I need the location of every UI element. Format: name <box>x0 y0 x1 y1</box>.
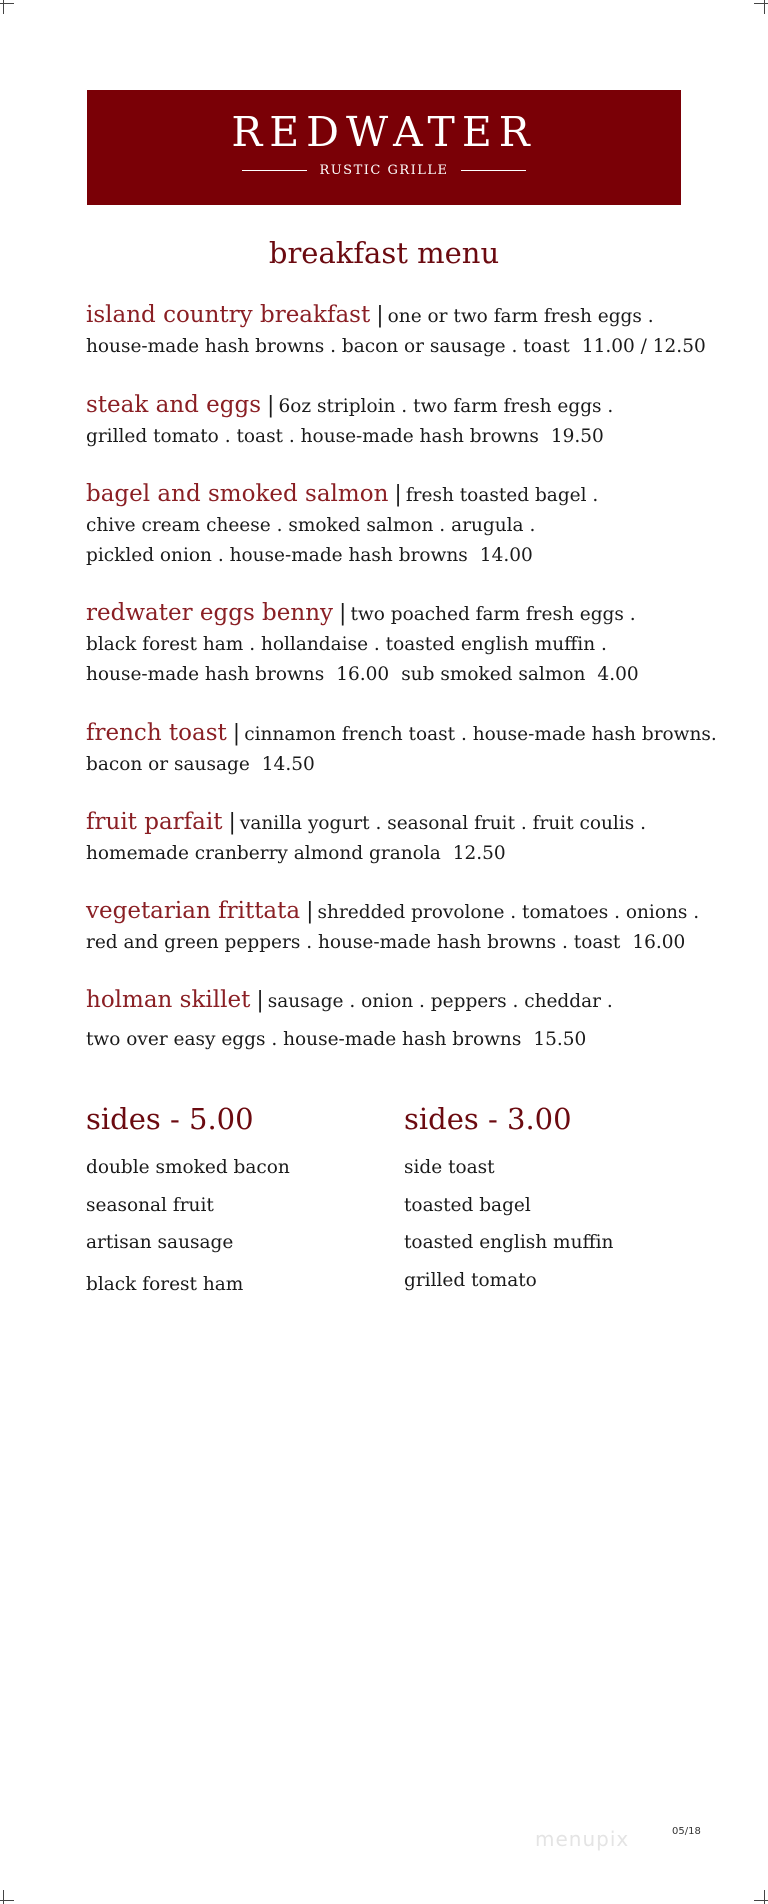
menu-item-line <box>86 807 746 839</box>
menu-title: breakfast menu <box>268 236 500 270</box>
menu-item-desc: shredded provolone . tomatoes . onions . <box>317 902 700 923</box>
sides-heading: sides - 5.00 <box>86 1102 254 1136</box>
menu-item-line <box>86 511 746 541</box>
menu-item-line <box>86 422 746 452</box>
date-code: 05/18 <box>672 1826 701 1837</box>
menu-item-fruit-parfait <box>86 807 746 869</box>
menu-item-vegetarian-frittata <box>86 896 746 958</box>
separator: | <box>394 482 402 507</box>
brand-subtitle: RUSTIC GRILLE <box>319 162 449 178</box>
brand-banner <box>87 90 681 205</box>
crop-mark <box>754 3 768 4</box>
crop-mark <box>764 1890 765 1904</box>
menu-item-island-country-breakfast <box>86 300 746 362</box>
crop-mark <box>3 1890 4 1904</box>
menu-item-desc: one or two farm fresh eggs . <box>387 306 654 327</box>
menu-item-desc: sausage . onion . peppers . cheddar . <box>267 991 613 1012</box>
side-item: toasted english muffin <box>404 1232 614 1253</box>
menu-item-line <box>86 541 746 571</box>
menu-item-desc: grilled tomato . toast . house-made hash browns <box>86 426 539 447</box>
menu-item-desc: two over easy eggs . house-made hash browns <box>86 1029 522 1050</box>
side-item: grilled tomato <box>404 1269 537 1291</box>
menu-item-name: bagel and smoked salmon <box>86 481 389 507</box>
menu-item-price: 14.50 <box>261 754 315 775</box>
brand-subtitle-row <box>87 160 681 180</box>
menu-item-line <box>86 630 746 660</box>
menu-item-steak-and-eggs <box>86 390 746 452</box>
side-item: seasonal fruit <box>86 1194 214 1216</box>
menu-item-extra: sub smoked salmon <box>401 664 586 685</box>
menu-item-line <box>86 300 746 332</box>
menu-item-price: 15.50 <box>533 1029 587 1050</box>
sides-column-5 <box>86 1097 290 1303</box>
menu-item-name: french toast <box>86 720 227 746</box>
menu-item-redwater-eggs-benny <box>86 598 746 690</box>
menu-item-line <box>86 750 746 780</box>
subtitle-rule-right <box>461 170 526 171</box>
menu-item-desc: pickled onion . house-made hash browns <box>86 545 468 566</box>
menu-item-name: redwater eggs benny <box>86 600 334 626</box>
menu-item-desc: chive cream cheese . smoked salmon . arugula . <box>86 515 536 536</box>
separator: | <box>256 988 264 1013</box>
menu-item-line <box>86 985 746 1017</box>
crop-mark <box>0 3 14 4</box>
menu-item-line <box>86 598 746 630</box>
sides-column-3 <box>404 1097 613 1299</box>
menu-item-desc: vanilla yogurt . seasonal fruit . fruit coulis . <box>239 813 647 834</box>
menu-item-line <box>86 1025 746 1055</box>
menu-item-extra-price: 4.00 <box>597 664 639 685</box>
menu-item-desc: fresh toasted bagel . <box>405 485 599 506</box>
menu-item-name: island country breakfast <box>86 302 371 328</box>
brand-name: REDWATER <box>231 108 537 156</box>
sides-heading: sides - 3.00 <box>404 1102 572 1136</box>
menu-item-line <box>86 896 746 928</box>
menu-item-desc: 6oz striploin . two farm fresh eggs . <box>278 396 614 417</box>
separator: | <box>267 393 275 418</box>
side-item: double smoked bacon <box>86 1157 290 1178</box>
menu-item-bagel-and-smoked-salmon <box>86 479 746 571</box>
menu-item-price: 12.50 <box>452 843 506 864</box>
subtitle-rule-left <box>242 170 307 171</box>
menu-item-line <box>86 660 746 690</box>
crop-mark <box>754 1900 768 1901</box>
menu-item-desc: black forest ham . hollandaise . toasted english muffin . <box>86 634 607 655</box>
menu-item-line <box>86 839 746 869</box>
menu-item-french-toast <box>86 718 746 780</box>
menu-item-line <box>86 332 746 362</box>
crop-mark <box>0 1900 14 1901</box>
menu-item-price: 16.00 <box>632 932 686 953</box>
menu-item-price: 19.50 <box>550 426 604 447</box>
side-item: black forest ham <box>86 1273 244 1295</box>
side-item: artisan sausage <box>86 1232 234 1253</box>
separator: | <box>232 721 241 746</box>
side-item: side toast <box>404 1157 495 1178</box>
menu-item-line <box>86 718 746 750</box>
menu-item-desc: homemade cranberry almond granola <box>86 843 441 864</box>
side-item: toasted bagel <box>404 1194 531 1216</box>
menu-item-price: 11.00 / 12.50 <box>581 336 706 357</box>
menu-item-holman-skillet <box>86 985 746 1055</box>
menu-item-line <box>86 928 746 958</box>
menu-item-desc: two poached farm fresh eggs . <box>350 604 636 625</box>
menu-item-desc: house-made hash browns <box>86 664 325 685</box>
separator: | <box>376 303 384 328</box>
menu-item-desc: bacon or sausage <box>86 754 250 775</box>
watermark: menupix <box>535 1827 630 1851</box>
menu-item-price: 16.00 <box>336 664 390 685</box>
menu-item-desc: cinnamon french toast . house-made hash browns. <box>244 724 717 745</box>
menu-item-desc: house-made hash browns . bacon or sausage . toast <box>86 336 570 357</box>
menu-item-name: steak and eggs <box>86 392 262 418</box>
separator: | <box>228 810 236 835</box>
menu-item-line <box>86 390 746 422</box>
menu-item-name: fruit parfait <box>86 809 223 835</box>
separator: | <box>306 899 314 924</box>
menu-item-price: 14.00 <box>479 545 533 566</box>
menu-item-line <box>86 479 746 511</box>
menu-item-name: vegetarian frittata <box>86 898 301 924</box>
menu-item-name: holman skillet <box>86 987 251 1013</box>
separator: | <box>339 601 347 626</box>
menu-item-desc: red and green peppers . house-made hash browns . toast <box>86 932 621 953</box>
